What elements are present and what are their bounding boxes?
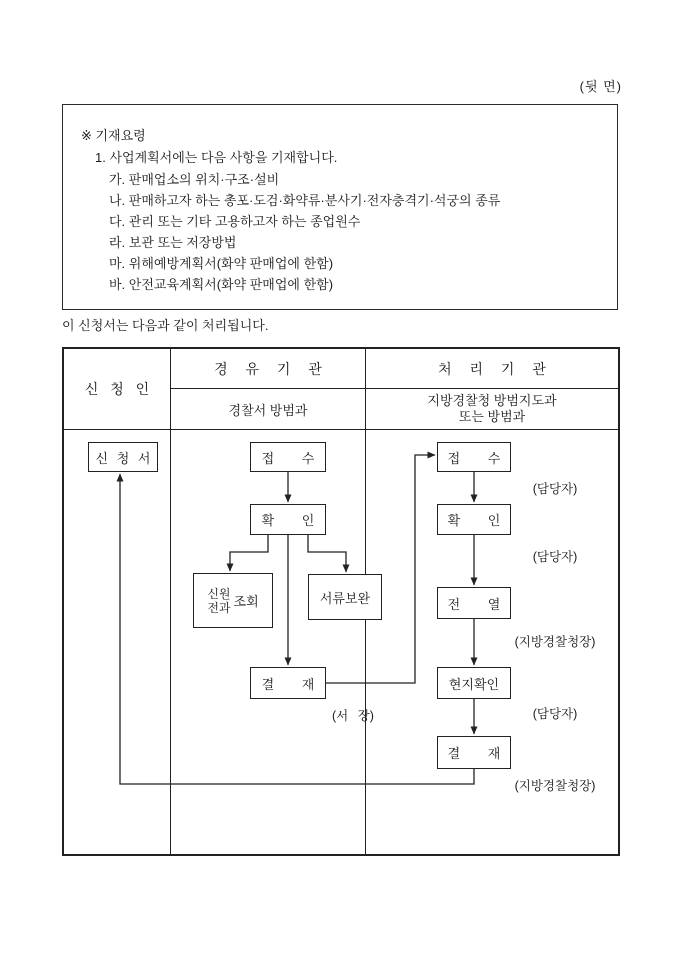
applicant-doc-box: 신 청 서	[88, 442, 158, 472]
via-approval-note: (서 장)	[332, 709, 374, 723]
via-receive-box: 접 수	[250, 442, 326, 472]
processing-agency-sub-line2: 또는 방범과	[458, 409, 526, 424]
site-check-box: 현지확인	[437, 667, 511, 699]
processing-step-note: (담당자)	[532, 550, 578, 564]
via-agency-header-cell: 경 유 기 관	[214, 360, 322, 377]
identity-record-stack	[207, 587, 230, 615]
via-approval-box: 결 재	[250, 667, 326, 699]
instruction-item: 마. 위해예방계획서(화약 판매업에 한함)	[109, 256, 334, 271]
via-confirm-box: 확 인	[250, 504, 326, 535]
instruction-item: 라. 보관 또는 저장방법	[109, 235, 237, 250]
document-supplement-box: 서류보완	[308, 574, 382, 620]
instructions-box	[62, 104, 618, 310]
instruction-item: 바. 안전교육계획서(화약 판매업에 한함)	[109, 277, 334, 292]
instructions-item-list	[109, 169, 500, 295]
processing-agency-sub-line1: 지방경찰청 방범지도과	[427, 393, 557, 408]
instruction-item: 가. 판매업소의 위치·구조·설비	[109, 172, 280, 187]
processing-approval-box: 결 재	[437, 736, 511, 769]
instructions-intro: 1. 사업계획서에는 다음 사항을 기재합니다.	[95, 150, 338, 165]
back-side-label: (뒷 면)	[579, 79, 622, 94]
processing-review-box: 전 열	[437, 587, 511, 619]
processing-confirm-box: 확 인	[437, 504, 511, 535]
instruction-item: 나. 판매하고자 하는 총포·도검·화약류·분사기·전자충격기·석궁의 종류	[109, 193, 501, 208]
processing-agency-header-cell: 처 리 기 관	[438, 360, 546, 377]
identity-line: 신원	[207, 586, 231, 601]
flowchart-area	[64, 430, 618, 854]
processing-receive-box: 접 수	[437, 442, 511, 472]
process-table	[62, 347, 620, 856]
instructions-title: ※ 기재요령	[81, 128, 146, 143]
record-line: 전과	[207, 600, 231, 615]
instruction-item: 다. 관리 또는 기타 고용하고자 하는 종업원수	[109, 214, 361, 229]
via-agency-sub-cell: 경찰서 방범과	[228, 402, 308, 418]
processing-step-note: (담당자)	[532, 707, 578, 721]
identity-record-check-box	[193, 573, 273, 628]
applicant-header-cell: 신 청 인	[84, 381, 150, 397]
processing-step-note: (지방경찰청장)	[514, 635, 596, 649]
processing-step-note: (지방경찰청장)	[514, 779, 596, 793]
processing-agency-sub-cell	[366, 389, 618, 429]
processing-step-note: (담당자)	[532, 482, 578, 496]
inquiry-label: 조회	[233, 594, 259, 609]
process-note: 이 신청서는 다음과 같이 처리됩니다.	[62, 318, 269, 333]
